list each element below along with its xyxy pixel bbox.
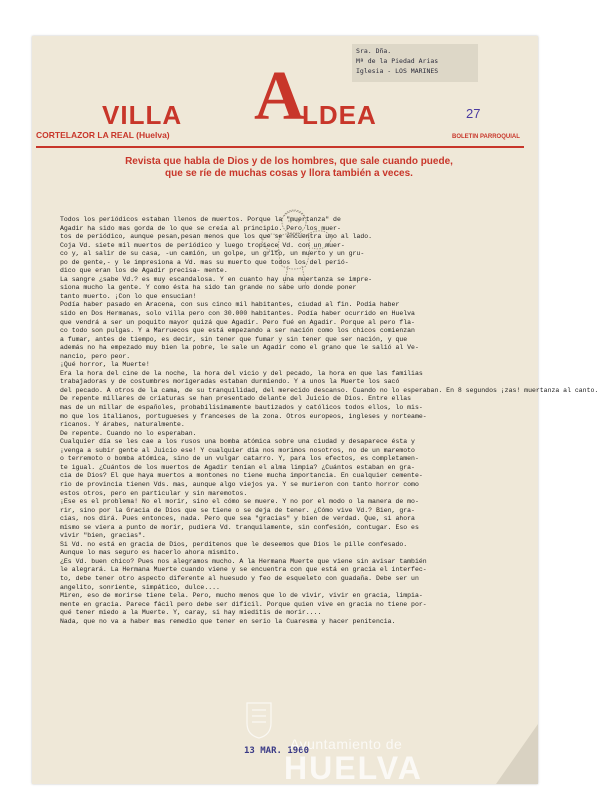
body-line: co y, al salir de su casa, -un camión, un golpe, un grito, un muerto y un gru- xyxy=(60,250,365,258)
body-line: tos de periódico, aunque pesan,pesan menos que los que se encuentra uno al lado. xyxy=(60,233,373,241)
municipal-seal-icon xyxy=(244,700,274,740)
body-line: le alegrará. La Hermana Muerte cuando viene y se encuentra con que está en gracia el interfec- xyxy=(60,566,427,574)
masthead-rule xyxy=(36,146,524,148)
body-line: Nada, que no va a haber mas remedio que tener en serio la Cuaresma y hacer penitencia. xyxy=(60,617,396,625)
body-line: angelito, sonriente, simpático, dulce.... xyxy=(60,583,220,591)
body-line: ricanos. Y árabes, naturalmente. xyxy=(60,421,185,429)
tagline-line: que se ríe de muchas cosas y llora también a veces. xyxy=(165,168,413,179)
body-line: mente en gracia. Parece fácil pero debe ser difícil. Porque quien vive en gracia no tiene por- xyxy=(60,600,427,608)
subtitle-location: CORTELAZOR LA REAL (Huelva) xyxy=(36,130,170,140)
body-line: Coja Vd. siete mil muertos de periódico y luego tropiece Vd. con un muer- xyxy=(60,241,345,249)
date-stamp: 13 MAR. 1960 xyxy=(244,746,310,756)
body-line: La sangre ¿sabe Vd.? es muy escandalosa. Y en cuanto hay una muertanza se impre- xyxy=(60,275,373,283)
body-line: co todo son pulgas. Y a Marruecos que está empezando a ser nación como los chicos comienzan xyxy=(60,327,415,335)
body-line: dico que eran los de Agadir precisa- mente. xyxy=(60,267,228,275)
body-line: De repente millares de criaturas se han presentado delante del Juicio de Dios. Entre ellas xyxy=(60,395,412,403)
watermark-line-2: HUELVA xyxy=(284,750,423,786)
body-line: mo que los italianos, portugueses y franceses de la zona. Otros europeos, ingleses y norteame- xyxy=(60,412,427,420)
body-line: que vendrá a ser un poquito mayor quizá que Agadir. Pero fué en Agadir. Porque al pero fla- xyxy=(60,318,415,326)
body-line: Agadir ha sido mas gorda de lo que se creía al principio. Pero los muer- xyxy=(60,224,341,232)
body-line: ¡Ese es el problema! No el morir, sino el cómo se muere. Y no por el modo o la manera de mo- xyxy=(60,498,419,506)
body-line: Era la hora del cine de la noche, la hora del vicio y del pecado, la hora en que las familias xyxy=(60,369,423,377)
body-line: ¿Es Vd. buen chico? Pues nos alegramos mucho. A la Hermana Muerte que viene sin avisar también xyxy=(60,557,427,565)
tagline xyxy=(54,156,524,180)
body-line: rir, sino por la Gracia de Dios que se tiene o se deja de tener. ¿Cómo vive Vd.? Bien, gra- xyxy=(60,506,415,514)
body-line: to, debe tener otro aspecto diferente al huesudo y feo de esqueleto con guadaña. Debe ser un xyxy=(60,574,419,582)
body-line: mas de un millar de españoles, probabilísimamente bautizados y católicos todos ellos, lo mis- xyxy=(60,404,423,412)
body-line: sido en Dos Hermanas, solo villa pero con 30.000 habitantes. Podía haber ocurrido en Huelva xyxy=(60,310,415,318)
body-line: Cualquier día se les cae a los rusos una bomba atómica sobre una ciudad y desaparece ésta y xyxy=(60,438,415,446)
title-ldea: LDEA xyxy=(302,100,377,130)
body-line: cia de Dios? El que haya muertos a montones no tiene mucha importancia. En cualquier cemente- xyxy=(60,472,423,480)
body-line: Todos los periódicos estaban llenos de muertos. Porque la "muertanza" de xyxy=(60,216,341,223)
body-line: cias, nos dirá. Pues entonces, nada. Pero que sea "gracias" y bien de verdad. Que, si ahora xyxy=(60,515,415,523)
article-body xyxy=(60,216,598,626)
address-line: Iglesia - LOS MARINES xyxy=(356,67,439,75)
body-line: Aunque lo mas seguro es hacerlo ahora mismito. xyxy=(60,549,240,557)
tagline-line: Revista que habla de Dios y de los hombres, que sale cuando puede, xyxy=(125,156,453,167)
title-big-a: A xyxy=(254,58,305,135)
body-line: del pecado. A otros de la cama, de su tranquilidad, del merecido descanso. Cuando no lo esperaban. En 8 segundos ¡zas! muertanza al canto. xyxy=(60,386,598,394)
body-line: tanto muerto. ¡Con lo que ensucian! xyxy=(60,292,197,300)
body-line: siona mucho la gente. Y como ésta ha sido tan grande no sabe uno donde poner xyxy=(60,284,357,292)
body-line: te igual. ¿Cuántos de los muertos de Agadir tenían el alma limpia? ¿Cuántos estaban en gra- xyxy=(60,463,415,471)
address-line: Mª de la Piedad Arias xyxy=(356,57,439,65)
body-line: ¡venga a subir gente al Juicio ese! Y cualquier día nos morimos nosotros, no de un maremoto xyxy=(60,446,415,454)
body-line: además no ha empezado muy bien la pobre, le sale un Agadir como el grano que le salió al Ve- xyxy=(60,344,419,352)
body-line: De repente. Cuando no lo esperaban. xyxy=(60,429,197,437)
folded-corner xyxy=(496,724,538,784)
body-line: trabajadoras y de costumbres morigeradas estaban durmiendo. Y a unos la Muerte los sacó xyxy=(60,378,400,386)
bulletin-page xyxy=(32,36,598,786)
body-line: a fumar, antes de tiempo, es decir, sin tener que fumar y sin tener que ser nación, y que xyxy=(60,335,408,343)
issue-number: 27 xyxy=(466,106,481,121)
body-line: po de gente,- y le impresiona a Vd. mas su muerto que todos los del perió- xyxy=(60,258,349,266)
body-line: estos otros, pero en particular y sin maremotos. xyxy=(60,489,248,497)
body-line: o terremoto o bomba atómica, sino de un vulgar catarro. Y, para los efectos, es completamen- xyxy=(60,455,419,463)
body-line: Si Vd. no está en gracia de Dios, perdítenos que le deseemos que Dios le pille confesado. xyxy=(60,540,408,548)
body-line: ¡Qué horror, la Muerte! xyxy=(60,361,150,369)
subtitle-bulletin: BOLETIN PARROQUIAL xyxy=(452,134,520,140)
body-line: qué tener miedo a la Muerte. Y, caray, si hay mieditis de morir.... xyxy=(60,609,322,617)
body-line: nancio, pero peor. xyxy=(60,352,131,360)
title-villa: VILLA xyxy=(102,100,183,130)
watermark-line-1: Ayuntamiento de xyxy=(290,736,403,752)
address-line: Sra. Dña. xyxy=(356,47,392,55)
body-line: Podía haber pasado en Aracena, con sus cinco mil habitantes, ciudad al fin. Podía haber xyxy=(60,301,400,309)
body-line: mismo se viera a punto de morir, pudiera Vd. tranquilamente, sin confesión, contugar. Eso es xyxy=(60,523,419,531)
body-line: vivir "bien, gracias". xyxy=(60,532,146,540)
body-line: rio de provincia tienen Vds. mas, aunque algo viejos ya. Y se murieron con tanto horror como xyxy=(60,480,419,488)
body-line: Miren, eso de morirse tiene tela. Pero, mucho menos que lo de vivir, vivir en gracia, limpia- xyxy=(60,592,423,600)
